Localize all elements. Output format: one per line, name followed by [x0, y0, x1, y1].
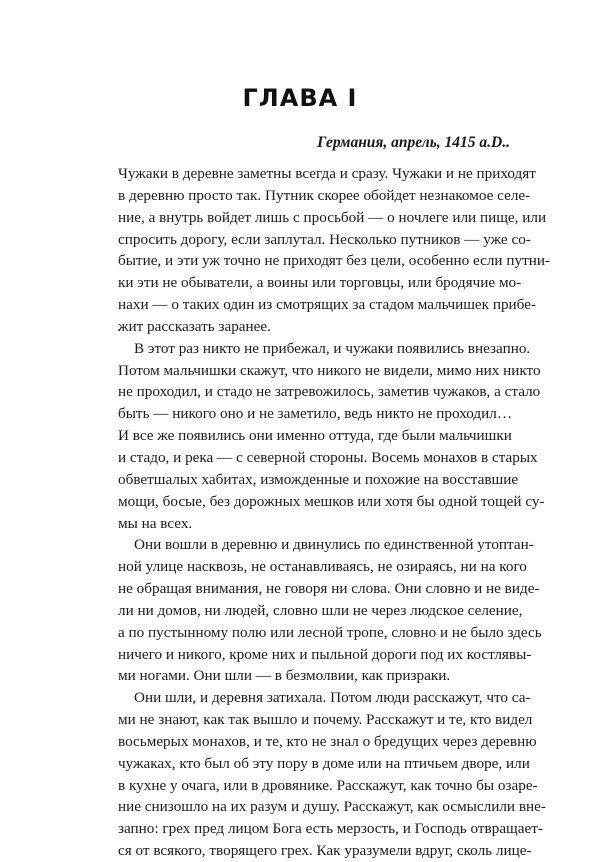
text-line: нахи — о таких один из смотрящих за стадом мальчишек прибе-	[118, 296, 537, 314]
chapter-title: ГЛАВА I	[242, 84, 358, 112]
text-line: восьмерых монахов, и те, кто не знал о бредущих через деревню	[118, 732, 537, 750]
text-line: а по пустынному полю или лесной тропе, словно и не было здесь	[118, 623, 542, 641]
text-line: не проходил, и стадо не затревожилось, заметив чужаков, а стало	[118, 383, 541, 401]
text-line: ли ни домов, ни людей, словно шли не через людское селение,	[118, 601, 523, 619]
text-line: ние, а внутрь войдет лишь с просьбой — о ночлеге или пище, или	[118, 208, 547, 226]
text-line: ние снизошло на их разум и душу. Расскажут, как осмыслили вне-	[118, 798, 546, 816]
text-line: В этот раз никто не прибежал, и чужаки появились внезапно.	[134, 339, 531, 357]
text-line: в кухне у очага, или в дровянике. Расскажут, как точно бы озаре-	[118, 776, 538, 794]
text-line: не обращая внимания, не говоря ни слова. Они словно и не виде-	[118, 580, 540, 598]
text-line: быть — никого оно и не заметило, ведь никто не проходил…	[118, 405, 513, 423]
paragraph	[118, 163, 551, 338]
paragraph	[118, 687, 546, 862]
paragraph	[118, 338, 545, 535]
text-line: обветшалых хабитах, изможденные и похожие на восставшие	[118, 470, 519, 488]
text-line: мы на всех.	[118, 514, 193, 532]
text-line: мощи, босые, без дорожных мешков или хотя бы одной тощей су-	[118, 492, 545, 510]
text-line: запно: грех пред лицом Бога есть мерзость, и Господь отвращает-	[118, 820, 543, 838]
text-line: Они вошли в деревню и двинулись по единственной утоптан-	[134, 536, 534, 554]
text-line: ничего и никого, кроме них и пыльной дороги под их костлявы-	[118, 645, 532, 663]
text-line: Потом мальчишки скажут, что никого не видели, мимо них никто	[118, 361, 541, 379]
text-line: чужаках, кто был об эту пору в доме или на птичьем дворе, или	[118, 754, 530, 772]
text-line: бытие, и эти уж точно не приходят без цели, особенно если путни-	[118, 252, 551, 270]
text-line: Они шли, и деревня затихала. Потом люди расскажут, что са-	[134, 689, 531, 707]
text-line: ки эти не обыватели, а воины или торговцы, или бродячие мо-	[118, 274, 522, 292]
text-line: и стадо, и река — с северной стороны. Восемь монахов в старых	[118, 448, 538, 466]
body-text	[118, 163, 551, 862]
text-line: ся от всякого, творящего грех. Как уразумели вдруг, сколь лице-	[118, 842, 532, 860]
text-line: И все же появились они именно оттуда, где были мальчишки	[118, 427, 512, 445]
text-line: ми не знают, как так вышло и почему. Расскажут и те, кто видел	[118, 711, 533, 729]
chapter-epigraph: Германия, апрель, 1415 a.D..	[317, 134, 510, 151]
paragraph	[118, 534, 542, 687]
text-line: спросить дорогу, если заплутал. Несколько путников — уже со-	[118, 230, 531, 248]
text-line: ми ногами. Они шли — в безмолвии, как призраки.	[118, 667, 451, 685]
text-line: жит рассказать заранее.	[118, 317, 271, 335]
text-line: Чужаки в деревне заметны всегда и сразу. Чужаки и не приходят	[118, 165, 536, 182]
text-line: ной улице насквозь, не останавливаясь, не озираясь, ни на кого	[118, 558, 527, 576]
text-line: в деревню просто так. Путник скорее обойдет незнакомое селе-	[118, 186, 531, 204]
